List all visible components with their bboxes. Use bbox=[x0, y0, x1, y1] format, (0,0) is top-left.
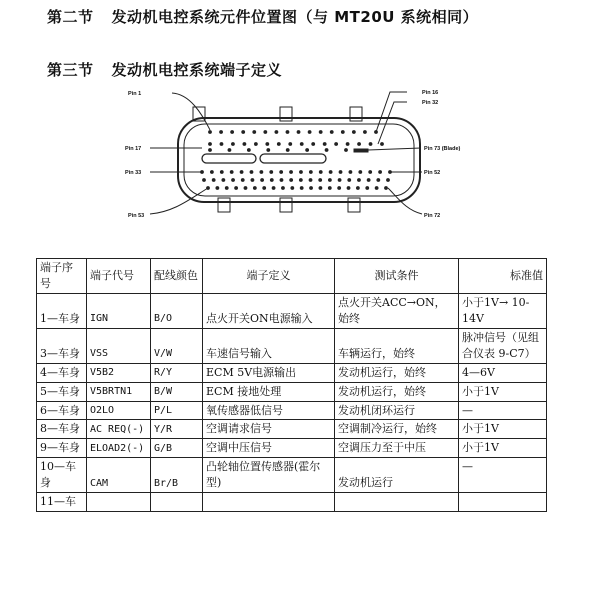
connector-pin bbox=[277, 142, 281, 146]
wire-color-cell: V/W bbox=[151, 328, 203, 363]
connector-pin bbox=[299, 178, 303, 182]
connector-pin bbox=[347, 178, 351, 182]
connector-pin bbox=[210, 170, 214, 174]
section-number: 第二节 bbox=[47, 8, 94, 26]
connector-pin bbox=[344, 148, 348, 152]
standard-value-cell: 4—6V bbox=[459, 363, 547, 382]
pin-53-label: Pin 53 bbox=[128, 213, 145, 219]
connector-pin bbox=[357, 178, 361, 182]
test-condition-cell bbox=[335, 493, 459, 512]
connector-pin bbox=[270, 178, 274, 182]
connector-pin bbox=[244, 186, 248, 190]
connector-pin bbox=[309, 170, 313, 174]
terminal-code-cell: V5B2 bbox=[87, 363, 151, 382]
connector-pin bbox=[319, 170, 323, 174]
connector-latch bbox=[348, 198, 360, 212]
connector-pin bbox=[202, 178, 206, 182]
pin-72-label: Pin 72 bbox=[424, 213, 441, 219]
standard-value-cell: — bbox=[459, 401, 547, 420]
connector-pin bbox=[349, 170, 353, 174]
connector-face bbox=[184, 124, 414, 196]
connector-pin bbox=[374, 130, 378, 134]
connector-pin bbox=[328, 186, 332, 190]
terminal-definition-cell: 空调请求信号 bbox=[203, 420, 335, 439]
connector-pin bbox=[347, 186, 351, 190]
connector-pin bbox=[300, 186, 304, 190]
connector-pin bbox=[378, 170, 382, 174]
pin-1-label: Pin 1 bbox=[128, 91, 142, 97]
connector-pin bbox=[290, 186, 294, 190]
connector-pin bbox=[341, 130, 345, 134]
connector-pin bbox=[250, 170, 254, 174]
connector-pin bbox=[266, 148, 270, 152]
connector-pin bbox=[346, 142, 350, 146]
standard-value-cell: 小于1V bbox=[459, 420, 547, 439]
pin-52-label: Pin 52 bbox=[424, 170, 441, 176]
connector-pin bbox=[305, 148, 309, 152]
terminal-definition-cell: ECM 接地处理 bbox=[203, 382, 335, 401]
test-condition-cell: 车辆运行，始终 bbox=[335, 328, 459, 363]
connector-pin bbox=[329, 170, 333, 174]
connector-pin bbox=[281, 186, 285, 190]
connector-pin bbox=[254, 142, 258, 146]
wire-color-cell: P/L bbox=[151, 401, 203, 420]
pin-32-label: Pin 32 bbox=[422, 100, 439, 106]
connector-pin bbox=[231, 142, 235, 146]
terminal-no-cell: 1—车身 bbox=[37, 293, 87, 328]
connector-pin bbox=[386, 178, 390, 182]
connector-pin bbox=[357, 142, 361, 146]
section-heading-component-location bbox=[47, 6, 478, 27]
connector-pin bbox=[234, 186, 238, 190]
connector-pin bbox=[208, 130, 212, 134]
terminal-code-cell: CAM bbox=[87, 458, 151, 493]
connector-pin bbox=[309, 178, 313, 182]
test-condition-cell: 发动机运行 bbox=[335, 458, 459, 493]
wire-color-cell: B/O bbox=[151, 293, 203, 328]
pin-33-label: Pin 33 bbox=[125, 170, 142, 176]
terminal-code-cell: ELOAD2(-) bbox=[87, 439, 151, 458]
leader-line bbox=[378, 102, 407, 144]
connector-latch bbox=[218, 198, 230, 212]
connector-pin bbox=[334, 142, 338, 146]
terminal-definition-cell: 凸轮轴位置传感器(霍尔型) bbox=[203, 458, 335, 493]
connector-pin bbox=[241, 178, 245, 182]
connector-latch bbox=[280, 198, 292, 212]
connector-pin bbox=[369, 142, 373, 146]
connector-pin bbox=[363, 130, 367, 134]
connector-pin bbox=[319, 186, 323, 190]
standard-value-cell: — bbox=[459, 458, 547, 493]
header-terminal-code: 端子代号 bbox=[87, 259, 151, 294]
wire-color-cell: B/W bbox=[151, 382, 203, 401]
connector-pin bbox=[265, 142, 269, 146]
terminal-no-cell: 11—车 bbox=[37, 493, 87, 512]
standard-value-cell bbox=[459, 493, 547, 512]
connector-pin bbox=[323, 142, 327, 146]
table-row bbox=[37, 401, 547, 420]
connector-pin bbox=[279, 170, 283, 174]
terminal-no-cell: 6—车身 bbox=[37, 401, 87, 420]
terminal-definition-cell: 空调中压信号 bbox=[203, 439, 335, 458]
connector-pin bbox=[200, 170, 204, 174]
standard-value-cell: 小于1V→ 10-14V bbox=[459, 293, 547, 328]
connector-pin bbox=[367, 178, 371, 182]
connector-pin bbox=[380, 142, 384, 146]
table-row bbox=[37, 458, 547, 493]
standard-value-cell: 脉冲信号（见组合仪表 9-C7） bbox=[459, 328, 547, 363]
connector-pin bbox=[260, 178, 264, 182]
connector-pin bbox=[375, 186, 379, 190]
terminal-definition-cell: 车速信号输入 bbox=[203, 328, 335, 363]
connector-pin bbox=[337, 186, 341, 190]
terminal-code-cell: V5BRTN1 bbox=[87, 382, 151, 401]
table-row bbox=[37, 493, 547, 512]
connector-pin bbox=[368, 170, 372, 174]
wire-color-cell: R/Y bbox=[151, 363, 203, 382]
table-row bbox=[37, 382, 547, 401]
wire-color-cell bbox=[151, 493, 203, 512]
terminal-code-cell: O2LO bbox=[87, 401, 151, 420]
test-condition-cell: 发动机运行，始终 bbox=[335, 382, 459, 401]
section-number: 第三节 bbox=[47, 61, 94, 79]
connector-pin bbox=[318, 178, 322, 182]
connector-pin-grid bbox=[200, 130, 392, 190]
section-title: 发动机电控系统元件位置图（与 MT20U 系统相同） bbox=[111, 8, 479, 26]
connector-pin bbox=[230, 130, 234, 134]
connector-pin bbox=[365, 186, 369, 190]
connector-pin bbox=[289, 178, 293, 182]
leader-line bbox=[368, 148, 421, 150]
terminal-no-cell: 8—车身 bbox=[37, 420, 87, 439]
connector-pin bbox=[328, 178, 332, 182]
terminal-code-cell bbox=[87, 493, 151, 512]
standard-value-cell: 小于1V bbox=[459, 382, 547, 401]
connector-pin bbox=[352, 130, 356, 134]
terminal-definition-table bbox=[36, 258, 547, 512]
header-test-condition: 测试条件 bbox=[335, 259, 459, 294]
connector-keyway bbox=[260, 154, 326, 163]
connector-pin bbox=[376, 178, 380, 182]
connector-pin bbox=[219, 130, 223, 134]
wire-color-cell: Y/R bbox=[151, 420, 203, 439]
connector-pin bbox=[220, 142, 224, 146]
test-condition-cell: 发动机闭环运行 bbox=[335, 401, 459, 420]
terminal-definition-cell: ECM 5V电源输出 bbox=[203, 363, 335, 382]
ecm-connector-diagram bbox=[120, 84, 480, 224]
section-heading-terminal-definition bbox=[47, 59, 282, 80]
terminal-no-cell: 4—车身 bbox=[37, 363, 87, 382]
header-standard-value: 标准值 bbox=[459, 259, 547, 294]
connector-pin bbox=[251, 178, 255, 182]
connector-pin bbox=[208, 148, 212, 152]
connector-pin bbox=[311, 142, 315, 146]
connector-pin bbox=[231, 178, 235, 182]
test-condition-cell: 空调制冷运行，始终 bbox=[335, 420, 459, 439]
table-row bbox=[37, 420, 547, 439]
connector-pin bbox=[309, 186, 313, 190]
table-row bbox=[37, 439, 547, 458]
connector-pin bbox=[339, 170, 343, 174]
connector-pin bbox=[247, 148, 251, 152]
table-row bbox=[37, 293, 547, 328]
table-header-row bbox=[37, 259, 547, 294]
connector-pin bbox=[269, 170, 273, 174]
header-wire-color: 配线颜色 bbox=[151, 259, 203, 294]
connector-pin bbox=[297, 130, 301, 134]
pin-73-label: Pin 73 (Blade) bbox=[424, 146, 461, 152]
connector-pin bbox=[212, 178, 216, 182]
connector-pin bbox=[253, 186, 257, 190]
standard-value-cell: 小于1V bbox=[459, 439, 547, 458]
connector-pin bbox=[263, 130, 267, 134]
test-condition-cell: 空调压力至于中压 bbox=[335, 439, 459, 458]
connector-pin bbox=[356, 186, 360, 190]
header-terminal-no: 端子序号 bbox=[37, 259, 87, 294]
terminal-code-cell: VSS bbox=[87, 328, 151, 363]
pin-17-label: Pin 17 bbox=[125, 146, 142, 152]
connector-pin bbox=[221, 178, 225, 182]
connector-pin bbox=[220, 170, 224, 174]
terminal-no-cell: 3—车身 bbox=[37, 328, 87, 363]
connector-pin bbox=[230, 170, 234, 174]
test-condition-cell: 发动机运行，始终 bbox=[335, 363, 459, 382]
connector-pin bbox=[243, 142, 247, 146]
test-condition-cell: 点火开关ACC→ON，始终 bbox=[335, 293, 459, 328]
blade-pin bbox=[354, 149, 368, 152]
connector-pin bbox=[241, 130, 245, 134]
connector-pin bbox=[388, 170, 392, 174]
wire-color-cell: Br/B bbox=[151, 458, 203, 493]
terminal-no-cell: 10—车身 bbox=[37, 458, 87, 493]
section-title: 发动机电控系统端子定义 bbox=[111, 61, 283, 79]
terminal-code-cell: IGN bbox=[87, 293, 151, 328]
connector-pin bbox=[286, 148, 290, 152]
connector-pin bbox=[384, 186, 388, 190]
connector-keyway bbox=[202, 154, 256, 163]
connector-pin bbox=[319, 130, 323, 134]
terminal-definition-cell: 点火开关ON电源输入 bbox=[203, 293, 335, 328]
connector-pin bbox=[215, 186, 219, 190]
connector-pin bbox=[330, 130, 334, 134]
connector-pin bbox=[288, 142, 292, 146]
terminal-code-cell: AC REQ(-) bbox=[87, 420, 151, 439]
connector-pin bbox=[300, 142, 304, 146]
terminal-definition-cell bbox=[203, 493, 335, 512]
connector-pin bbox=[252, 130, 256, 134]
connector-pin bbox=[280, 178, 284, 182]
pin-16-label: Pin 16 bbox=[422, 90, 439, 96]
connector-pin bbox=[325, 148, 329, 152]
connector-pin bbox=[358, 170, 362, 174]
terminal-no-cell: 9—车身 bbox=[37, 439, 87, 458]
connector-pin bbox=[308, 130, 312, 134]
connector-pin bbox=[275, 130, 279, 134]
terminal-no-cell: 5—车身 bbox=[37, 382, 87, 401]
connector-pin bbox=[225, 186, 229, 190]
connector-pin bbox=[286, 130, 290, 134]
connector-pin bbox=[228, 148, 232, 152]
connector-pin bbox=[289, 170, 293, 174]
terminal-definition-cell: 氧传感器低信号 bbox=[203, 401, 335, 420]
wire-color-cell: G/B bbox=[151, 439, 203, 458]
connector-pin bbox=[338, 178, 342, 182]
connector-pin bbox=[259, 170, 263, 174]
connector-pin bbox=[240, 170, 244, 174]
connector-pin bbox=[208, 142, 212, 146]
connector-pin bbox=[272, 186, 276, 190]
connector-pin bbox=[262, 186, 266, 190]
connector-pin bbox=[206, 186, 210, 190]
header-terminal-definition: 端子定义 bbox=[203, 259, 335, 294]
table-row bbox=[37, 328, 547, 363]
table-row bbox=[37, 363, 547, 382]
connector-pin bbox=[299, 170, 303, 174]
